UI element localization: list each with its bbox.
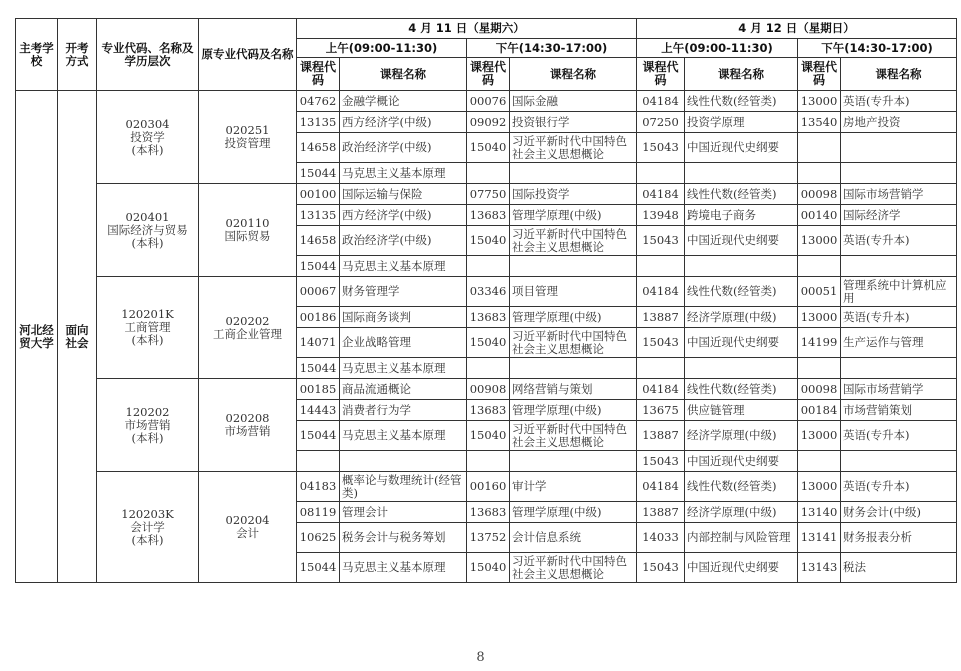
header-mode: 开考方式	[58, 19, 97, 91]
course-code: 15044	[297, 358, 340, 379]
major-name: 工商管理	[124, 320, 171, 334]
course-name: 中国近现代史纲要	[685, 328, 798, 358]
course-code: 15043	[637, 451, 685, 472]
orig-major-name: 工商企业管理	[213, 326, 282, 341]
course-name: 金融学概论	[340, 91, 467, 112]
course-name: 马克思主义基本原理	[340, 553, 467, 583]
course-code	[798, 133, 841, 163]
course-name: 消费者行为学	[340, 400, 467, 421]
table-row	[16, 472, 957, 502]
major-name: 国际经济与贸易	[107, 222, 188, 237]
course-name: 国际市场营销学	[841, 184, 957, 205]
course-code: 13683	[467, 502, 510, 523]
course-code: 14071	[297, 328, 340, 358]
orig-major-code: 020110	[225, 216, 270, 230]
table-row	[16, 379, 957, 400]
course-code: 14443	[297, 400, 340, 421]
course-code: 00160	[467, 472, 510, 502]
course-name	[340, 451, 467, 472]
course-code: 04183	[297, 472, 340, 502]
course-code: 13143	[798, 553, 841, 583]
course-code: 00076	[467, 91, 510, 112]
course-name: 网络营销与策划	[510, 379, 637, 400]
course-name: 供应链管理	[685, 400, 798, 421]
orig-major-cell	[199, 277, 297, 379]
header-course-code: 课程代码	[798, 58, 841, 91]
major-cell	[97, 184, 199, 277]
course-code: 13752	[467, 523, 510, 553]
orig-major-cell	[199, 184, 297, 277]
header-course-name: 课程名称	[841, 58, 957, 91]
major-cell	[97, 472, 199, 583]
course-code: 13000	[798, 421, 841, 451]
course-name: 习近平新时代中国特色社会主义思想概论	[510, 553, 637, 583]
course-code: 00100	[297, 184, 340, 205]
major-code: 020304	[125, 116, 170, 131]
course-code: 00908	[467, 379, 510, 400]
course-code: 14033	[637, 523, 685, 553]
course-name	[685, 358, 798, 379]
orig-major-code: 020202	[225, 313, 270, 328]
course-name	[685, 256, 798, 277]
course-name: 英语(专升本)	[841, 307, 957, 328]
course-name: 习近平新时代中国特色社会主义思想概论	[510, 421, 637, 451]
header-course-name: 课程名称	[510, 58, 637, 91]
course-code: 00051	[798, 277, 841, 307]
major-level: (本科)	[131, 333, 164, 347]
course-code: 14658	[297, 226, 340, 256]
course-name: 生产运作与管理	[841, 328, 957, 358]
course-name: 马克思主义基本原理	[340, 256, 467, 277]
page-number: 8	[476, 650, 485, 665]
course-name: 审计学	[510, 472, 637, 502]
course-code: 15044	[297, 163, 340, 184]
orig-major-cell	[199, 379, 297, 472]
course-code	[637, 163, 685, 184]
course-code	[467, 163, 510, 184]
major-cell	[97, 91, 199, 184]
course-name: 项目管理	[510, 277, 637, 307]
course-code	[798, 358, 841, 379]
orig-major-cell	[199, 472, 297, 583]
table-body	[16, 91, 957, 583]
course-code: 10625	[297, 523, 340, 553]
major-code: 120202	[125, 404, 170, 419]
course-code: 04184	[637, 472, 685, 502]
course-code: 15040	[467, 421, 510, 451]
major-name: 投资学	[130, 129, 165, 144]
course-name	[841, 163, 957, 184]
header-course-name: 课程名称	[685, 58, 798, 91]
course-name	[841, 256, 957, 277]
course-code: 15044	[297, 421, 340, 451]
course-name: 英语(专升本)	[841, 226, 957, 256]
course-name: 习近平新时代中国特色社会主义思想概论	[510, 226, 637, 256]
course-name: 税法	[841, 553, 957, 583]
orig-major-name: 会计	[236, 526, 259, 540]
course-code: 13000	[798, 226, 841, 256]
course-name: 概率论与数理统计(经管类)	[340, 472, 467, 502]
course-code: 04762	[297, 91, 340, 112]
course-code	[297, 451, 340, 472]
course-code: 09092	[467, 112, 510, 133]
course-code: 04184	[637, 91, 685, 112]
school-name: 河北经贸大学	[16, 91, 58, 583]
header-course-code: 课程代码	[637, 58, 685, 91]
course-name: 管理会计	[340, 502, 467, 523]
course-code: 13140	[798, 502, 841, 523]
course-name: 线性代数(经管类)	[685, 91, 798, 112]
course-name: 管理系统中计算机应用	[841, 277, 957, 307]
course-name: 管理学原理(中级)	[510, 502, 637, 523]
table-header	[16, 19, 957, 91]
course-name: 管理学原理(中级)	[510, 307, 637, 328]
course-name: 管理学原理(中级)	[510, 205, 637, 226]
course-name: 马克思主义基本原理	[340, 358, 467, 379]
exam-schedule-table	[15, 18, 957, 583]
course-code: 07750	[467, 184, 510, 205]
table-row	[16, 184, 957, 205]
course-code: 15043	[637, 226, 685, 256]
course-name: 市场营销策划	[841, 400, 957, 421]
course-name: 投资学原理	[685, 112, 798, 133]
orig-major-code: 020204	[225, 513, 270, 527]
course-name: 经济学原理(中级)	[685, 502, 798, 523]
header-orig-major: 原专业代码及名称	[199, 19, 297, 91]
course-name	[841, 133, 957, 163]
header-day-2: 4 月 12 日（星期日）	[637, 19, 957, 39]
course-name: 经济学原理(中级)	[685, 421, 798, 451]
major-code: 120203K	[121, 506, 174, 521]
course-name: 西方经济学(中级)	[340, 112, 467, 133]
course-name: 内部控制与风险管理	[685, 523, 798, 553]
table-row	[16, 277, 957, 307]
course-name: 习近平新时代中国特色社会主义思想概论	[510, 133, 637, 163]
course-code: 15040	[467, 133, 510, 163]
header-day-1: 4 月 11 日（星期六）	[297, 19, 637, 39]
course-code	[637, 358, 685, 379]
header-day1-morning: 上午(09:00-11:30)	[297, 39, 467, 58]
course-name: 国际运输与保险	[340, 184, 467, 205]
course-name: 英语(专升本)	[841, 421, 957, 451]
course-code	[798, 163, 841, 184]
major-level: (本科)	[131, 532, 164, 547]
course-code: 15044	[297, 553, 340, 583]
course-name: 商品流通概论	[340, 379, 467, 400]
course-code: 00140	[798, 205, 841, 226]
course-code: 13000	[798, 307, 841, 328]
course-code: 13141	[798, 523, 841, 553]
course-name: 财务报表分析	[841, 523, 957, 553]
course-name: 中国近现代史纲要	[685, 226, 798, 256]
course-name: 西方经济学(中级)	[340, 205, 467, 226]
course-name: 国际投资学	[510, 184, 637, 205]
course-code: 14658	[297, 133, 340, 163]
course-code: 07250	[637, 112, 685, 133]
course-name: 跨境电子商务	[685, 205, 798, 226]
course-name: 马克思主义基本原理	[340, 163, 467, 184]
course-code: 14199	[798, 328, 841, 358]
header-course-code: 课程代码	[297, 58, 340, 91]
course-code: 13540	[798, 112, 841, 133]
course-code: 15040	[467, 328, 510, 358]
course-name	[510, 256, 637, 277]
course-code: 15043	[637, 553, 685, 583]
major-level: (本科)	[131, 430, 164, 445]
course-code	[467, 451, 510, 472]
course-name: 企业战略管理	[340, 328, 467, 358]
course-name: 线性代数(经管类)	[685, 472, 798, 502]
course-code: 13887	[637, 307, 685, 328]
course-code: 13683	[467, 307, 510, 328]
course-name: 房地产投资	[841, 112, 957, 133]
course-code: 00098	[798, 184, 841, 205]
course-name: 管理学原理(中级)	[510, 400, 637, 421]
course-code: 04184	[637, 277, 685, 307]
header-major: 专业代码、名称及学历层次	[97, 19, 199, 91]
course-name	[841, 451, 957, 472]
orig-major-code: 020208	[225, 411, 270, 425]
course-name: 财务管理学	[340, 277, 467, 307]
course-name: 线性代数(经管类)	[685, 277, 798, 307]
course-name: 税务会计与税务筹划	[340, 523, 467, 553]
course-name: 中国近现代史纲要	[685, 133, 798, 163]
course-name: 中国近现代史纲要	[685, 553, 798, 583]
course-code: 15043	[637, 328, 685, 358]
header-day1-afternoon: 下午(14:30-17:00)	[467, 39, 637, 58]
course-code: 00098	[798, 379, 841, 400]
major-level: (本科)	[131, 142, 164, 157]
header-school: 主考学校	[16, 19, 58, 91]
orig-major-name: 市场营销	[224, 424, 271, 438]
course-code: 00184	[798, 400, 841, 421]
course-code: 04184	[637, 379, 685, 400]
header-course-code: 课程代码	[467, 58, 510, 91]
course-code: 03346	[467, 277, 510, 307]
orig-major-code: 020251	[225, 123, 270, 137]
orig-major-name: 国际贸易	[224, 229, 271, 243]
course-name: 投资银行学	[510, 112, 637, 133]
course-name: 英语(专升本)	[841, 91, 957, 112]
header-day2-morning: 上午(09:00-11:30)	[637, 39, 798, 58]
course-name: 国际经济学	[841, 205, 957, 226]
course-code: 13675	[637, 400, 685, 421]
course-code: 08119	[297, 502, 340, 523]
course-code: 13948	[637, 205, 685, 226]
course-name: 财务会计(中级)	[841, 502, 957, 523]
course-code	[637, 256, 685, 277]
course-name	[510, 451, 637, 472]
course-name: 习近平新时代中国特色社会主义思想概论	[510, 328, 637, 358]
course-code	[467, 358, 510, 379]
course-code: 00185	[297, 379, 340, 400]
course-code: 13000	[798, 91, 841, 112]
course-code: 13000	[798, 472, 841, 502]
course-name: 政治经济学(中级)	[340, 226, 467, 256]
major-level: (本科)	[131, 235, 164, 250]
course-name	[685, 163, 798, 184]
exam-mode: 面向社会	[58, 91, 97, 583]
course-name: 线性代数(经管类)	[685, 379, 798, 400]
header-day2-afternoon: 下午(14:30-17:00)	[798, 39, 957, 58]
course-code: 15040	[467, 553, 510, 583]
course-code: 13683	[467, 205, 510, 226]
course-name: 国际市场营销学	[841, 379, 957, 400]
course-name: 会计信息系统	[510, 523, 637, 553]
header-course-name: 课程名称	[340, 58, 467, 91]
course-code: 00067	[297, 277, 340, 307]
course-code: 13887	[637, 421, 685, 451]
course-code	[467, 256, 510, 277]
course-name: 英语(专升本)	[841, 472, 957, 502]
course-name	[510, 358, 637, 379]
course-name	[841, 358, 957, 379]
course-code: 15044	[297, 256, 340, 277]
course-code: 13887	[637, 502, 685, 523]
major-cell	[97, 277, 199, 379]
major-code: 120201K	[121, 307, 174, 321]
course-code: 13135	[297, 205, 340, 226]
course-name: 中国近现代史纲要	[685, 451, 798, 472]
major-code: 020401	[125, 209, 170, 224]
course-code	[798, 256, 841, 277]
course-code: 13135	[297, 112, 340, 133]
course-code: 00186	[297, 307, 340, 328]
course-code: 04184	[637, 184, 685, 205]
course-name: 马克思主义基本原理	[340, 421, 467, 451]
course-name: 经济学原理(中级)	[685, 307, 798, 328]
course-code: 13683	[467, 400, 510, 421]
course-name: 线性代数(经管类)	[685, 184, 798, 205]
major-name: 市场营销	[124, 417, 171, 432]
course-name: 国际金融	[510, 91, 637, 112]
major-cell	[97, 379, 199, 472]
course-code: 15040	[467, 226, 510, 256]
orig-major-cell	[199, 91, 297, 184]
course-code: 15043	[637, 133, 685, 163]
course-name: 国际商务谈判	[340, 307, 467, 328]
course-code	[798, 451, 841, 472]
orig-major-name: 投资管理	[224, 136, 271, 150]
course-name	[510, 163, 637, 184]
major-name: 会计学	[130, 519, 165, 534]
course-name: 政治经济学(中级)	[340, 133, 467, 163]
table-row	[16, 91, 957, 112]
